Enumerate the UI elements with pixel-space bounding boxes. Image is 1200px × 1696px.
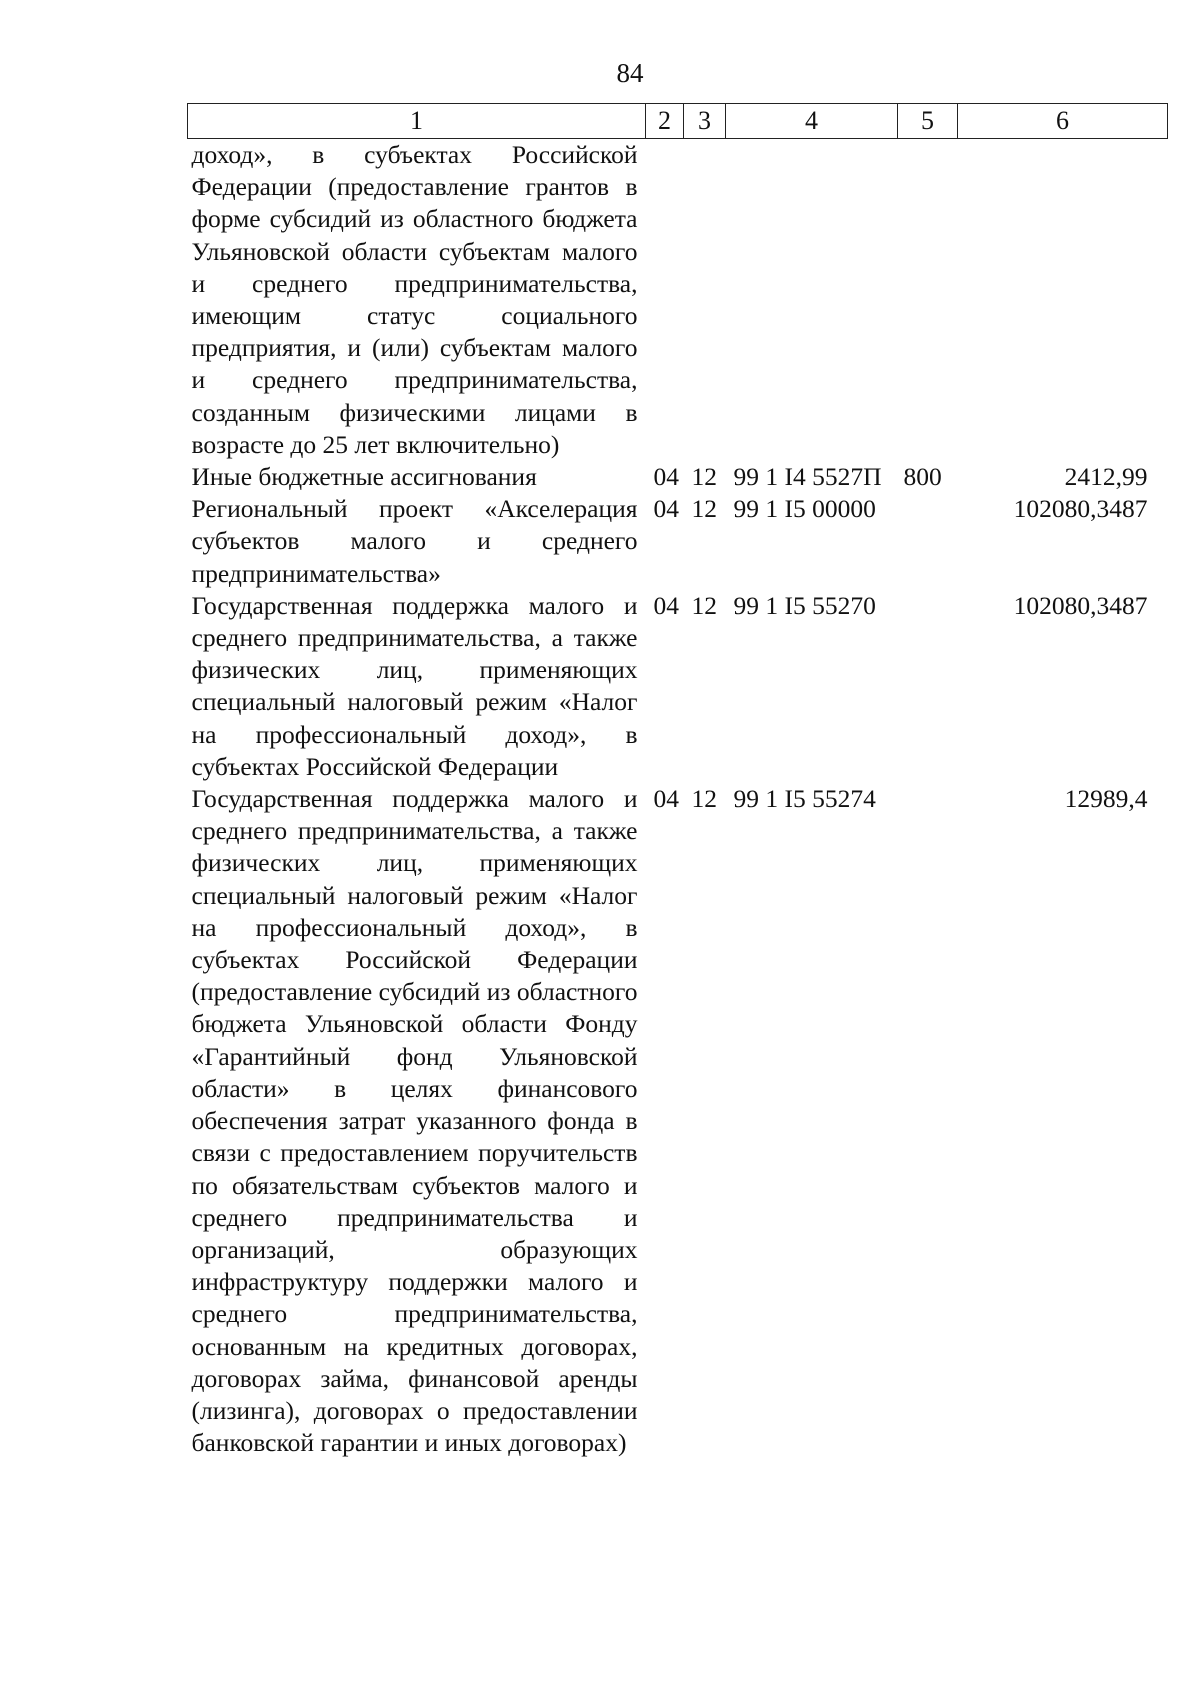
row-name: Иные бюджетные ассигнования bbox=[191, 462, 537, 492]
budget-table-container bbox=[187, 103, 1167, 1459]
row-sum: 102080,3487 bbox=[1013, 494, 1148, 524]
header-col-6: 6 bbox=[958, 104, 1168, 139]
header-col-3: 3 bbox=[684, 104, 726, 139]
row-rz: 04 bbox=[653, 494, 679, 524]
row-sum: 12989,4 bbox=[1064, 784, 1148, 814]
row-code bbox=[646, 139, 898, 462]
table-row bbox=[188, 493, 1168, 590]
row-vr bbox=[898, 783, 958, 1459]
row-pr: 12 bbox=[691, 462, 717, 492]
row-csr: 99 1 I5 00000 bbox=[733, 494, 876, 524]
row-pr: 12 bbox=[691, 784, 717, 814]
page-number: 84 bbox=[616, 58, 644, 88]
table-row bbox=[188, 461, 1168, 493]
row-vr bbox=[898, 493, 958, 590]
row-vr bbox=[898, 139, 958, 462]
row-rz: 04 bbox=[653, 784, 679, 814]
row-vr bbox=[898, 590, 958, 783]
row-pr: 12 bbox=[691, 494, 717, 524]
header-row bbox=[188, 104, 1168, 139]
header-col-1: 1 bbox=[188, 104, 646, 139]
table-row bbox=[188, 783, 1168, 1459]
row-code bbox=[646, 461, 898, 493]
row-pr: 12 bbox=[691, 590, 717, 620]
row-csr: 99 1 I4 5527П bbox=[733, 462, 882, 492]
header-col-5: 5 bbox=[898, 104, 958, 139]
row-code bbox=[646, 783, 898, 1459]
row-name: Государственная поддержка малого и среднего предпринимательства, а также физических лиц, применяющих специальный налоговый режим «Налог на профессиональный доход», в субъектах Российской Федерации (предоставление субсидий из областного бюджета Ульяновской области Фонду «Гарантийный фонд Ульяновской области» в целях финансового обеспечения затрат указанного фонда в связи с предоставлением поручительств по обязательствам субъектов малого и среднего предпринимательства и организаций, образующих инфраструктуру поддержки малого и среднего предпринимательства, основанным на кредитных договорах, договорах займа, финансовой аренды (лизинга), договорах о предоставлении банковской гарантии и иных договорах) bbox=[191, 784, 638, 1458]
table-header bbox=[188, 104, 1168, 139]
table-row bbox=[188, 139, 1168, 462]
row-code bbox=[646, 590, 898, 783]
row-code bbox=[646, 493, 898, 590]
row-csr: 99 1 I5 55270 bbox=[733, 590, 876, 620]
header-col-4: 4 bbox=[726, 104, 898, 139]
header-col-2: 2 bbox=[646, 104, 684, 139]
table-body bbox=[188, 139, 1168, 1460]
row-sum: 2412,99 bbox=[1064, 462, 1148, 492]
table-row bbox=[188, 590, 1168, 783]
row-name: Региональный проект «Акселерация субъектов малого и среднего предпринимательства» bbox=[191, 494, 638, 588]
budget-table bbox=[187, 103, 1168, 1459]
row-sum bbox=[958, 139, 1168, 462]
row-name: доход», в субъектах Российской Федерации (предоставление грантов в форме субсидий из областного бюджета Ульяновской области субъектам малого и среднего предпринимательства, имеющим статус социального предприятия, и (или) субъектам малого и среднего предпринимательства, созданным физическими лицами в возрасте до 25 лет включительно) bbox=[191, 140, 638, 459]
row-rz: 04 bbox=[653, 462, 679, 492]
row-name: Государственная поддержка малого и среднего предпринимательства, а также физических лиц, применяющих специальный налоговый режим «Налог на профессиональный доход», в субъектах Российской Федерации bbox=[191, 590, 638, 781]
row-rz: 04 bbox=[653, 590, 679, 620]
row-sum: 102080,3487 bbox=[1013, 590, 1148, 620]
row-vr: 800 bbox=[903, 462, 942, 492]
row-csr: 99 1 I5 55274 bbox=[733, 784, 876, 814]
